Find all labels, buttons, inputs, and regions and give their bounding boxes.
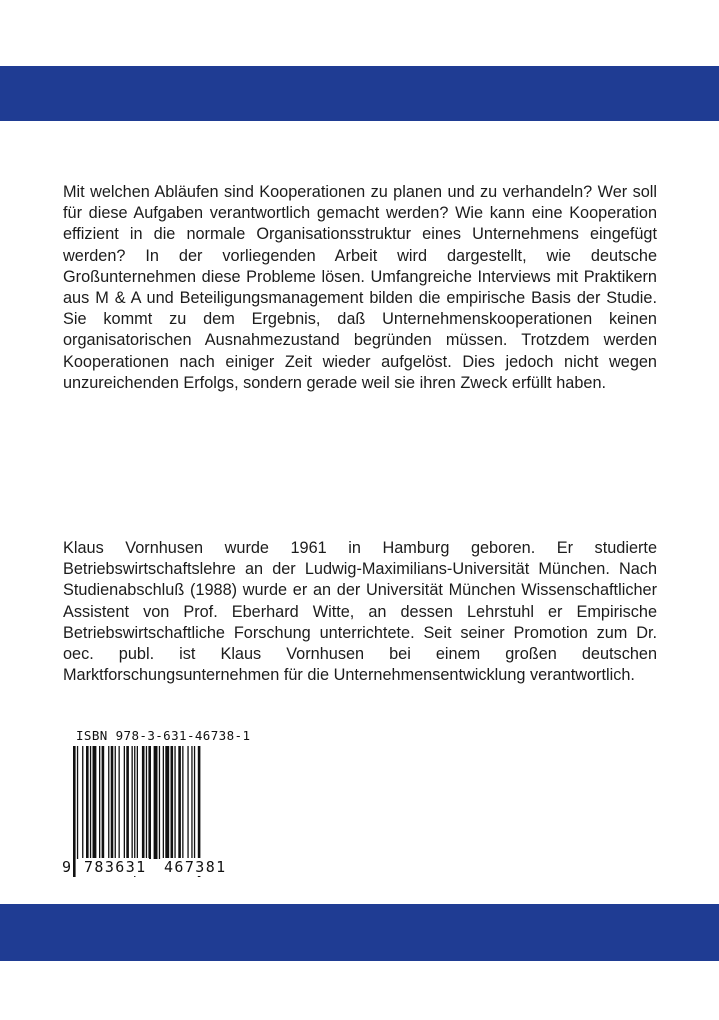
barcode-bar <box>93 746 97 859</box>
barcode-bar <box>111 746 114 859</box>
book-abstract: Mit welchen Abläufen sind Kooperationen zu planen und zu verhandeln? Wer soll für diese Aufgaben verantwortlich gemacht werden? Wie kann eine Kooperation effizient in die normale Organisationsstruktur eines Unternehmens eingefügt werden? In der vorliegenden Arbeit wird dargestellt, wie deutsche Großunternehmen diese Probleme lösen. Umfangreiche Interviews mit Praktikern aus M & A und Beteiligungsmanagement bilden die empirische Basis der Studie. Sie kommt zu dem Ergebnis, daß Unternehmenskooperationen keinen organisatorischen Ausnahmezustand begründen müssen. Trotzdem werden Kooperationen nach einiger Zeit wieder aufgelöst. Dies jedoch nicht wegen unzureichenden Erfolgs, sondern gerade weil sie ihren Zweck erfüllt haben. <box>63 183 657 392</box>
barcode-bar <box>191 746 192 859</box>
barcode-bar <box>146 746 147 859</box>
barcode-bar <box>108 746 109 859</box>
barcode-bar <box>163 746 164 859</box>
barcode-bar <box>77 746 78 859</box>
barcode-bar <box>124 746 125 859</box>
isbn-barcode <box>62 728 251 884</box>
barcode-bar <box>154 746 158 859</box>
barcode-bar <box>132 746 133 859</box>
barcode-bar <box>137 746 138 859</box>
barcode-bar <box>178 746 181 859</box>
barcode-bar <box>165 746 169 859</box>
barcode-bar <box>159 746 160 859</box>
bottom-color-band <box>0 904 719 961</box>
author-biography: Klaus Vornhusen wurde 1961 in Hamburg geboren. Er studierte Betriebswirtschaftslehre an der Ludwig-Maximilians-Universität München. Nach Studienabschluß (1988) wurde er an der Universität München Wissenschaftlicher Assistent von Prof. Eberhard Witte, an dessen Lehrstuhl er Empirische Betriebswirtschaftliche Forschung unterrichtete. Seit seiner Promotion zum Dr. oec. publ. ist Klaus Vornhusen bei einem großen deutschen Marktforschungsunternehmen für die Unternehmensentwicklung verantwortlich. <box>63 539 657 685</box>
barcode-bar <box>194 746 195 859</box>
barcode-bar <box>119 746 120 859</box>
barcode-bar <box>115 746 116 859</box>
barcode-bar <box>174 746 175 859</box>
barcode-bar <box>182 746 183 859</box>
ean-right-digits: 467381 <box>164 858 227 876</box>
barcode-bar <box>86 746 89 859</box>
barcode-bar <box>126 746 129 859</box>
ean-first-digit: 9 <box>62 858 72 876</box>
top-color-band <box>0 66 719 121</box>
barcode-bar <box>82 746 83 859</box>
barcode-bar <box>99 746 100 859</box>
barcode-bar <box>90 746 91 859</box>
barcode-bar <box>171 746 174 859</box>
barcode-bar <box>73 746 76 877</box>
ean-left-digits: 783631 <box>84 858 147 876</box>
isbn-label: ISBN 978-3-631-46738-1 <box>76 728 251 743</box>
barcode-bar <box>102 746 105 859</box>
barcode-bar <box>187 746 188 859</box>
barcode-bar <box>142 746 145 859</box>
barcode-bar <box>148 746 151 859</box>
